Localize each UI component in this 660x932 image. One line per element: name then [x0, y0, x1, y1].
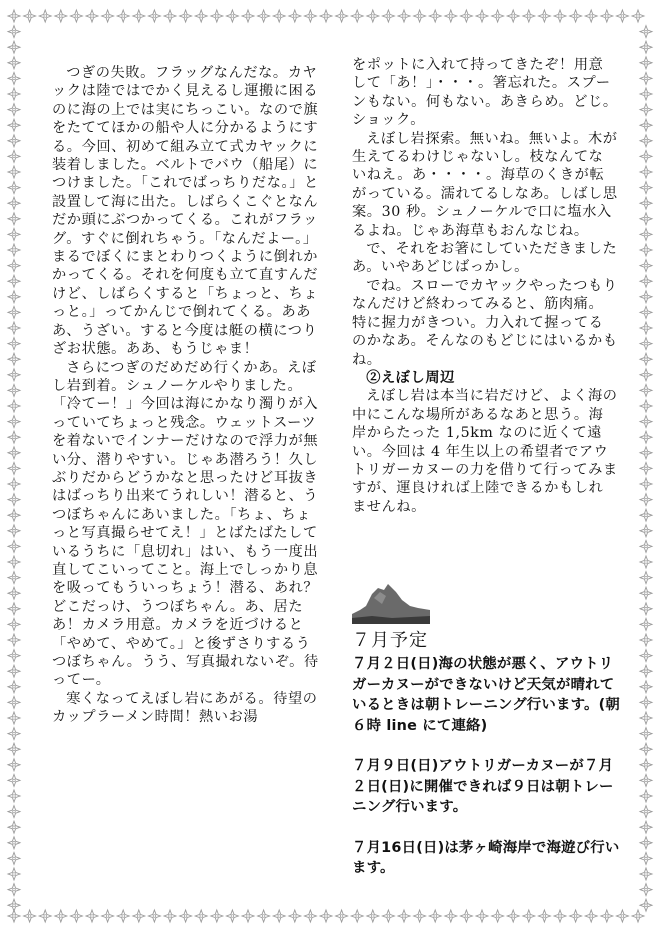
cross-ornament-icon	[398, 910, 410, 922]
cross-ornament-icon	[640, 634, 652, 646]
cross-ornament-icon	[570, 10, 582, 22]
cross-ornament-icon	[8, 150, 20, 162]
cross-ornament-icon	[289, 10, 301, 22]
cross-ornament-icon	[8, 291, 20, 303]
cross-ornament-icon	[8, 618, 20, 630]
paragraph-ramen: 寒くなってえぼし岩にあがる。待望のカップラーメン時間！熱いお湯	[52, 690, 318, 726]
cross-ornament-icon	[445, 910, 457, 922]
cross-ornament-icon	[640, 416, 652, 428]
cross-ornament-icon	[258, 10, 270, 22]
cross-ornament-icon	[8, 41, 20, 53]
cross-ornament-icon	[601, 10, 613, 22]
cross-ornament-icon	[8, 774, 20, 786]
schedule-section	[352, 626, 620, 899]
cross-ornament-icon	[8, 603, 20, 615]
cross-ornament-icon	[570, 910, 582, 922]
section-title: ②えぼし周辺	[366, 369, 455, 386]
cross-ornament-icon	[640, 260, 652, 272]
cross-ornament-icon	[640, 400, 652, 412]
cross-ornament-icon	[601, 910, 613, 922]
eboshi-rock-photo	[352, 580, 430, 624]
cross-ornament-icon	[640, 665, 652, 677]
cross-ornament-icon	[211, 910, 223, 922]
cross-ornament-icon	[273, 10, 285, 22]
cross-ornament-icon	[273, 910, 285, 922]
cross-ornament-icon	[382, 10, 394, 22]
cross-ornament-icon	[117, 10, 129, 22]
cross-ornament-icon	[24, 10, 36, 22]
cross-ornament-icon	[336, 10, 348, 22]
cross-ornament-icon	[242, 910, 254, 922]
cross-ornament-icon	[8, 868, 20, 880]
cross-ornament-icon	[640, 712, 652, 724]
cross-ornament-icon	[632, 910, 644, 922]
cross-ornament-icon	[640, 213, 652, 225]
cross-ornament-icon	[351, 910, 363, 922]
cross-ornament-icon	[148, 10, 160, 22]
cross-ornament-icon	[616, 910, 628, 922]
cross-ornament-icon	[429, 910, 441, 922]
cross-ornament-icon	[133, 910, 145, 922]
cross-ornament-icon	[8, 790, 20, 802]
cross-ornament-icon	[8, 72, 20, 84]
cross-ornament-icon	[492, 10, 504, 22]
cross-ornament-icon	[640, 650, 652, 662]
cross-ornament-icon	[102, 10, 114, 22]
cross-ornament-icon	[24, 910, 36, 922]
schedule-title: ７月予定	[352, 630, 428, 651]
cross-ornament-icon	[640, 462, 652, 474]
cross-ornament-icon	[8, 884, 20, 896]
cross-ornament-icon	[476, 910, 488, 922]
cross-ornament-icon	[476, 10, 488, 22]
cross-ornament-icon	[8, 525, 20, 537]
cross-ornament-icon	[70, 910, 82, 922]
cross-ornament-icon	[367, 10, 379, 22]
cross-ornament-icon	[8, 166, 20, 178]
cross-ornament-icon	[640, 150, 652, 162]
paragraph-chopsticks: をポットに入れて持ってきたぞ！用意して「あ！」・・・。箸忘れた。スプーンもない。何もない。あきらめ。どじ。ショック。	[352, 57, 618, 129]
cross-ornament-icon	[640, 244, 652, 256]
cross-ornament-icon	[523, 910, 535, 922]
cross-ornament-icon	[351, 10, 363, 22]
cross-ornament-icon	[640, 384, 652, 396]
cross-ornament-icon	[8, 728, 20, 740]
right-column	[352, 56, 618, 516]
cross-ornament-icon	[336, 910, 348, 922]
cross-ornament-icon	[8, 104, 20, 116]
cross-ornament-icon	[640, 587, 652, 599]
cross-ornament-icon	[640, 338, 652, 350]
cross-ornament-icon	[640, 72, 652, 84]
cross-ornament-icon	[8, 384, 20, 396]
cross-ornament-icon	[320, 910, 332, 922]
cross-ornament-icon	[8, 88, 20, 100]
cross-ornament-icon	[180, 910, 192, 922]
cross-ornament-icon	[8, 587, 20, 599]
cross-ornament-icon	[640, 431, 652, 443]
cross-ornament-icon	[640, 790, 652, 802]
cross-ornament-icon	[320, 10, 332, 22]
schedule-item: ７月16日(日)は茅ヶ崎海岸で海遊び行います。	[352, 839, 620, 876]
cross-ornament-icon	[8, 135, 20, 147]
cross-ornament-icon	[616, 10, 628, 22]
cross-ornament-icon	[164, 910, 176, 922]
cross-ornament-icon	[414, 10, 426, 22]
cross-ornament-icon	[8, 244, 20, 256]
cross-ornament-icon	[640, 135, 652, 147]
paragraph-muscle: でね。スローでカヤックやったつもりなんだけど終わってみると、筋肉痛。特に握力がきつい。力入れて握ってるのかなあ。そんなのもどじにはいるかもね。	[352, 277, 618, 368]
cross-ornament-icon	[8, 447, 20, 459]
cross-ornament-icon	[640, 852, 652, 864]
cross-ornament-icon	[8, 353, 20, 365]
cross-ornament-icon	[492, 910, 504, 922]
cross-ornament-icon	[226, 10, 238, 22]
cross-ornament-icon	[367, 910, 379, 922]
cross-ornament-icon	[8, 806, 20, 818]
cross-ornament-icon	[640, 182, 652, 194]
cross-ornament-icon	[8, 837, 20, 849]
cross-ornament-icon	[8, 759, 20, 771]
cross-ornament-icon	[460, 910, 472, 922]
cross-ornament-icon	[640, 525, 652, 537]
cross-ornament-icon	[554, 10, 566, 22]
cross-ornament-icon	[86, 10, 98, 22]
cross-ornament-icon	[445, 10, 457, 22]
cross-ornament-icon	[640, 41, 652, 53]
cross-ornament-icon	[8, 213, 20, 225]
cross-ornament-icon	[195, 10, 207, 22]
cross-ornament-icon	[640, 447, 652, 459]
cross-ornament-icon	[8, 306, 20, 318]
cross-ornament-icon	[8, 26, 20, 38]
cross-ornament-icon	[164, 10, 176, 22]
cross-ornament-icon	[640, 743, 652, 755]
cross-ornament-icon	[8, 696, 20, 708]
cross-ornament-icon	[55, 10, 67, 22]
cross-ornament-icon	[640, 774, 652, 786]
cross-ornament-icon	[640, 291, 652, 303]
cross-ornament-icon	[8, 416, 20, 428]
cross-ornament-icon	[640, 681, 652, 693]
paragraph-search: えぼし岩探索。無いね。無いよ。木が生えてるわけじゃないし。枝なんてないねえ。あ・・・・。海草のくきが転がっている。濡れてるしなあ。しばし思案。30 秒。シュノーケルで口に塩水入るよね。じゃあ海草もおんなじね。	[352, 130, 618, 239]
cross-ornament-icon	[585, 10, 597, 22]
cross-ornament-icon	[8, 572, 20, 584]
cross-ornament-icon	[640, 556, 652, 568]
cross-ornament-icon	[640, 275, 652, 287]
cross-ornament-icon	[538, 910, 550, 922]
cross-ornament-icon	[429, 10, 441, 22]
cross-ornament-icon	[70, 10, 82, 22]
cross-ornament-icon	[8, 369, 20, 381]
cross-ornament-icon	[304, 10, 316, 22]
cross-ornament-icon	[640, 540, 652, 552]
cross-ornament-icon	[55, 910, 67, 922]
cross-ornament-icon	[8, 119, 20, 131]
cross-ornament-icon	[8, 322, 20, 334]
cross-ornament-icon	[640, 837, 652, 849]
cross-ornament-icon	[8, 431, 20, 443]
cross-ornament-icon	[585, 910, 597, 922]
cross-ornament-icon	[8, 182, 20, 194]
cross-ornament-icon	[8, 852, 20, 864]
cross-ornament-icon	[640, 353, 652, 365]
cross-ornament-icon	[8, 743, 20, 755]
cross-ornament-icon	[414, 910, 426, 922]
cross-ornament-icon	[8, 509, 20, 521]
cross-ornament-icon	[39, 10, 51, 22]
cross-ornament-icon	[640, 306, 652, 318]
cross-ornament-icon	[640, 57, 652, 69]
cross-ornament-icon	[258, 910, 270, 922]
cross-ornament-icon	[180, 10, 192, 22]
cross-ornament-icon	[8, 712, 20, 724]
cross-ornament-icon	[8, 57, 20, 69]
schedule-item: ７月９日(日)アウトリガーカヌーが７月２日(日)に開催できれば９日は朝トレーニング行います。	[352, 758, 614, 815]
cross-ornament-icon	[640, 603, 652, 615]
cross-ornament-icon	[226, 910, 238, 922]
cross-ornament-icon	[640, 728, 652, 740]
cross-ornament-icon	[8, 494, 20, 506]
cross-ornament-icon	[8, 681, 20, 693]
cross-ornament-icon	[195, 910, 207, 922]
cross-ornament-icon	[117, 910, 129, 922]
cross-ornament-icon	[8, 634, 20, 646]
cross-ornament-icon	[8, 197, 20, 209]
cross-ornament-icon	[398, 10, 410, 22]
cross-ornament-icon	[148, 910, 160, 922]
cross-ornament-icon	[8, 338, 20, 350]
cross-ornament-icon	[640, 494, 652, 506]
cross-ornament-icon	[640, 618, 652, 630]
cross-ornament-icon	[8, 665, 20, 677]
cross-ornament-icon	[8, 462, 20, 474]
cross-ornament-icon	[640, 572, 652, 584]
cross-ornament-icon	[640, 166, 652, 178]
cross-ornament-icon	[102, 910, 114, 922]
paragraph-snorkel: さらにつぎのだめだめ行くかあ。えぼし岩到着。シュノーケルやりました。「冷てー！」今回は海にかなり濁りが入っていてちょっと残念。ウェットスーツを着ないでインナーだけなので浮力が無い分、潜りやすい。じゃあ潜ろう！久しぶりだからどうかなと思ったけど耳抜きはばっちり出来てうれしい！潜ると、うつぼちゃんにあいました。「ちょ、ちょっと写真撮らせてえ！」とばたばたしているうちに「息切れ」はい、もう一度出直してこいってこと。海上でしっかり息を吸ってもういっちょう！潜る、あれ？どこだっけ、うつぼちゃん。あ、居たあ！カメラ用意。カメラを近づけると「やめて、やめて。」と後ずさりするうつぼちゃん。うう、写真撮れないぞ。待ってー。	[52, 359, 319, 689]
cross-ornament-icon	[8, 650, 20, 662]
cross-ornament-icon	[8, 478, 20, 490]
cross-ornament-icon	[8, 400, 20, 412]
cross-ornament-icon	[554, 910, 566, 922]
cross-ornament-icon	[460, 10, 472, 22]
left-column	[52, 64, 320, 727]
cross-ornament-icon	[640, 899, 652, 911]
cross-ornament-icon	[640, 478, 652, 490]
schedule-item: ７月２日(日)海の状態が悪く、アウトリガーカヌーができないけど天気が晴れているときは朝トレーニング行います。(朝６時 line にて連絡)	[352, 656, 620, 734]
cross-ornament-icon	[8, 540, 20, 552]
cross-ornament-icon	[242, 10, 254, 22]
cross-ornament-icon	[640, 26, 652, 38]
cross-ornament-icon	[640, 119, 652, 131]
paragraph-dinner: で、それをお箸にしていただきましたあ。いやあどじばっかし。	[352, 241, 618, 276]
cross-ornament-icon	[304, 910, 316, 922]
cross-ornament-icon	[8, 228, 20, 240]
cross-ornament-icon	[632, 10, 644, 22]
cross-ornament-icon	[8, 10, 20, 22]
cross-ornament-icon	[640, 369, 652, 381]
cross-ornament-icon	[133, 10, 145, 22]
cross-ornament-icon	[8, 275, 20, 287]
cross-ornament-icon	[640, 104, 652, 116]
cross-ornament-icon	[640, 228, 652, 240]
cross-ornament-icon	[640, 88, 652, 100]
cross-ornament-icon	[640, 806, 652, 818]
cross-ornament-icon	[640, 696, 652, 708]
cross-ornament-icon	[640, 509, 652, 521]
cross-ornament-icon	[640, 197, 652, 209]
cross-ornament-icon	[86, 910, 98, 922]
cross-ornament-icon	[640, 868, 652, 880]
cross-ornament-icon	[382, 910, 394, 922]
cross-ornament-icon	[289, 910, 301, 922]
paragraph-flag: つぎの失敗。フラッグなんだな。カヤックは陸ではでかく見えるし運搬に困るのに海の上では実にちっこい。なので旗をたててほかの船や人に分かるようにする。今回、初めて組み立て式カヤックに装着しました。ベルトでバウ（船尾）につけました。「これでばっちりだな。」と設置して海に出た。しばらくこぐとなんだか頭にぶつかってくる。これがフラッグ。すぐに倒れちゃう。「なんだよー。」まるでぼくにまとわりつくように倒れかかってくる。それを何度も立て直すんだけど、しばらくすると「ちょっと、ちょっと。」ってかんじで倒れてくる。あああ、うざい。すると今度は艇の横につりざお状態。ああ、もうじゃま！	[52, 65, 319, 358]
cross-ornament-icon	[211, 10, 223, 22]
paragraph-eboshi: えぼし岩は本当に岩だけど、よく海の中にこんな場所があるなあと思う。海岸からたった 1,5km なのに近くて遠い。今回は 4 年生以上の希望者でアウトリガーカヌーの力を借りて行ってみますが、運良ければ上陸できるかもしれませんね。	[352, 388, 618, 515]
cross-ornament-icon	[523, 10, 535, 22]
cross-ornament-icon	[8, 260, 20, 272]
cross-ornament-icon	[8, 556, 20, 568]
cross-ornament-icon	[39, 910, 51, 922]
cross-ornament-icon	[8, 821, 20, 833]
cross-ornament-icon	[640, 322, 652, 334]
cross-ornament-icon	[640, 884, 652, 896]
cross-ornament-icon	[507, 910, 519, 922]
cross-ornament-icon	[640, 821, 652, 833]
cross-ornament-icon	[538, 10, 550, 22]
cross-ornament-icon	[507, 10, 519, 22]
cross-ornament-icon	[640, 759, 652, 771]
